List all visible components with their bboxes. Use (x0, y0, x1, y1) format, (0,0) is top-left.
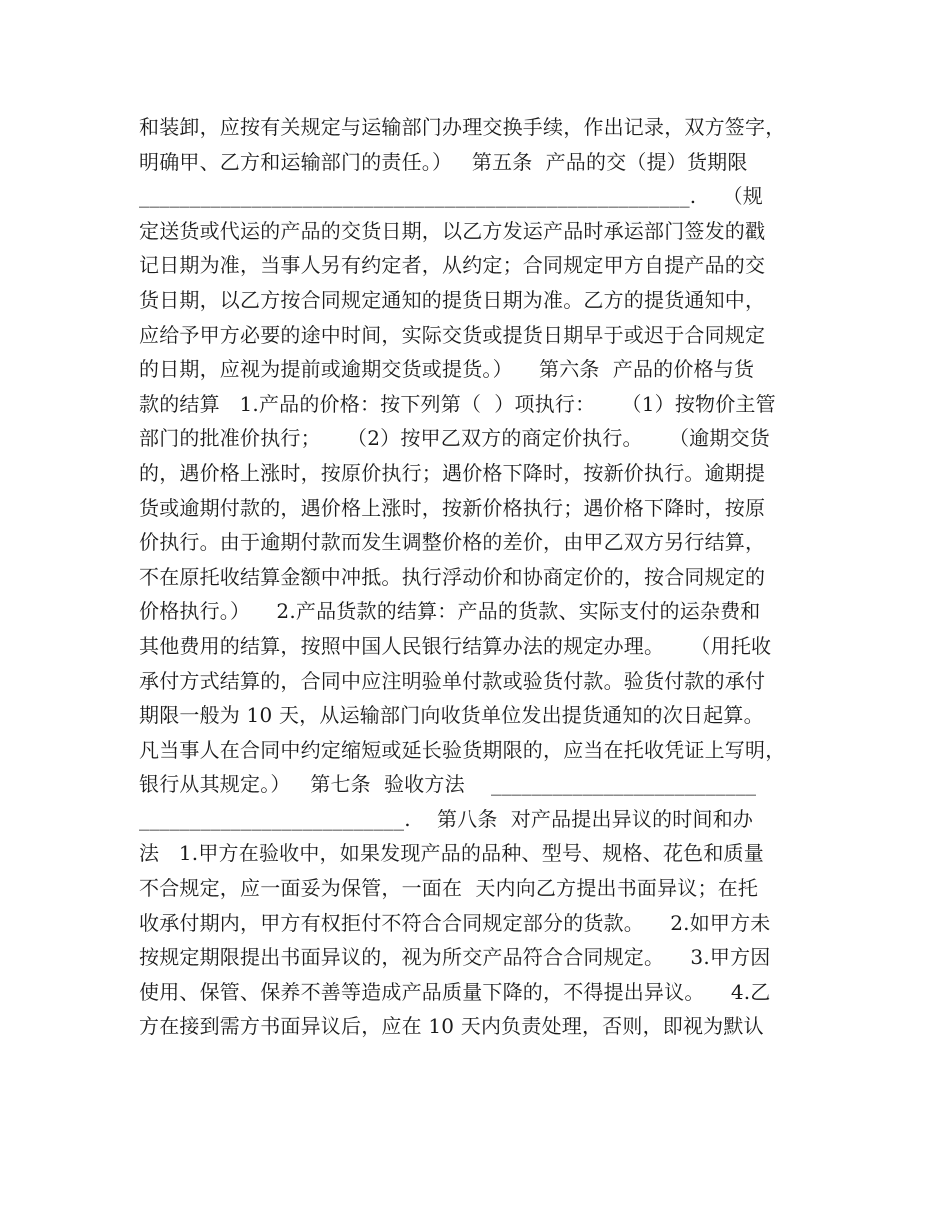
text-line: 其他费用的结算，按照中国人民银行结算办法的规定办理。 （用托收 (139, 633, 772, 658)
text-line: 法 1.甲方在验收中，如果发现产品的品种、型号、规格、花色和质量 (139, 841, 764, 866)
text-line: 货或逾期付款的，遇价格上涨时，按新价格执行；遇价格下降时，按原 (139, 495, 766, 520)
text-line: 不合规定，应一面妥为保管，一面在 天内向乙方提出书面异议；在托 (139, 876, 759, 901)
contract-body-text (139, 110, 815, 1044)
text-line: 凡当事人在合同中约定缩短或延长验货期限的，应当在托收凭证上写明， (139, 737, 786, 762)
text-line: 明确甲、乙方和运输部门的责任。） 第五条 产品的交（提）货期限 (139, 149, 748, 174)
text-line: 的日期，应视为提前或逾期交货或提货。） 第六条 产品的价格与货 (139, 357, 755, 382)
text-line: 按规定期限提出书面异议的，视为所交产品符合合同规定。 3.甲方因 (139, 945, 771, 970)
text-line: 收承付期内，甲方有权拒付不符合合同规定部分的货款。 2.如甲方未 (139, 910, 771, 935)
text-line: 期限一般为 10 天，从运输部门向收货单位发出提货通知的次日起算。 (139, 703, 764, 728)
text-line: ______________________________________________________. （规 (139, 184, 763, 209)
text-line: __________________________. 第八条 对产品提出异议的时间和办 (139, 806, 754, 831)
text-line: 价格执行。） 2.产品货款的结算：产品的货款、实际支付的运杂费和 (139, 599, 761, 624)
text-line: 不在原托收结算金额中冲抵。执行浮动价和协商定价的，按合同规定的 (139, 564, 766, 589)
text-line: 使用、保管、保养不善等造成产品质量下降的，不得提出异议。 4.乙 (139, 979, 771, 1004)
text-line: 和装卸，应按有关规定与运输部门办理交换手续，作出记录，双方签字， (139, 115, 786, 139)
text-line: 部门的批准价执行； （2）按甲乙双方的商定价执行。 （逾期交货 (139, 426, 770, 451)
text-line: 方在接到需方书面异议后，应在 10 天内负责处理，否则，即视为默认 (139, 1014, 764, 1039)
text-line: 记日期为准，当事人另有约定者，从约定；合同规定甲方自提产品的交 (139, 253, 766, 278)
text-line: 的，遇价格上涨时，按原价执行；遇价格下降时，按新价执行。逾期提 (139, 460, 766, 485)
text-line: 应给予甲方必要的途中时间，实际交货或提货日期早于或迟于合同规定 (139, 322, 766, 347)
text-line: 定送货或代运的产品的交货日期，以乙方发运产品时承运部门签发的戳 (139, 218, 766, 243)
text-line: 价执行。由于逾期付款而发生调整价格的差价，由甲乙双方另行结算， (139, 530, 766, 555)
text-line: 货日期，以乙方按合同规定通知的提货日期为准。乙方的提货通知中， (139, 287, 766, 312)
text-line: 承付方式结算的，合同中应注明验单付款或验货付款。验货付款的承付 (139, 668, 766, 693)
text-line: 款的结算 1.产品的价格：按下列第（ ）项执行： （1）按物价主管 (139, 391, 776, 416)
text-line: 银行从其规定。） 第七条 验收方法 __________________________ (139, 772, 757, 797)
